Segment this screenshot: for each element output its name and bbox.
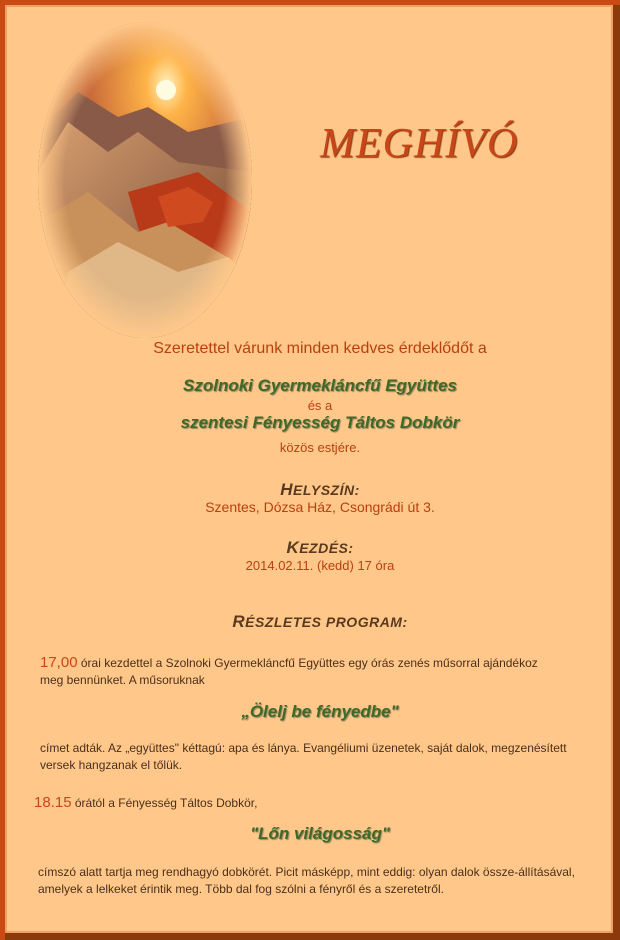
- start-label: KEZDÉS:: [286, 538, 354, 557]
- song-title-1: „Ölelj be fényedbe": [241, 702, 399, 721]
- program-item-1: [40, 654, 560, 689]
- program-label: RÉSZLETES PROGRAM:: [232, 612, 408, 631]
- and-text: és a: [307, 398, 333, 413]
- start-value: 2014.02.11. (kedd) 17 óra: [245, 558, 395, 573]
- group-name-1: Szolnoki Gyermekláncfű Együttes: [183, 376, 457, 395]
- intro-text: Szeretettel várunk minden kedves érdeklődőt a: [153, 340, 487, 357]
- evening-text: közös estjére.: [279, 440, 361, 455]
- item1-time: 17,00: [40, 654, 78, 671]
- invitation-title: MEGHÍVÓ: [320, 121, 519, 167]
- song-title-2: "Lőn világosság": [250, 824, 390, 843]
- item2-time: 18.15: [34, 794, 72, 811]
- location-value: Szentes, Dózsa Ház, Csongrádi út 3.: [205, 499, 435, 515]
- group-name-2: szentesi Fényesség Táltos Dobkör: [180, 413, 460, 432]
- program-item-1-details: címet adták. Az „együttes" kéttagú: apa és lánya. Evangéliumi üzenetek, saját dalok, megzenésített versek hangzanak el tőlük.: [40, 741, 567, 772]
- frame-shadow-bottom: [5, 933, 620, 940]
- frame-shadow-right: [613, 5, 620, 940]
- program-item-2-details: címszó alatt tartja meg rendhagyó dobkörét. Picit másképp, mint eddig: olyan dalok össze-állításával, amelyek a lelkeket érintik meg. Több dal fog szólni a fényről és a szeretetről.: [38, 865, 575, 896]
- location-label: HELYSZÍN:: [280, 480, 360, 499]
- item2-text: órától a Fényesség Táltos Dobkör,: [71, 796, 258, 810]
- sunset-mountain-photo: [38, 22, 252, 338]
- item1-text: órai kezdettel a Szolnoki Gyermekláncfű Együttes egy órás zenés műsorral ajándékoz meg bennünket. A műsoruknak: [40, 656, 538, 687]
- program-item-2: [34, 794, 554, 812]
